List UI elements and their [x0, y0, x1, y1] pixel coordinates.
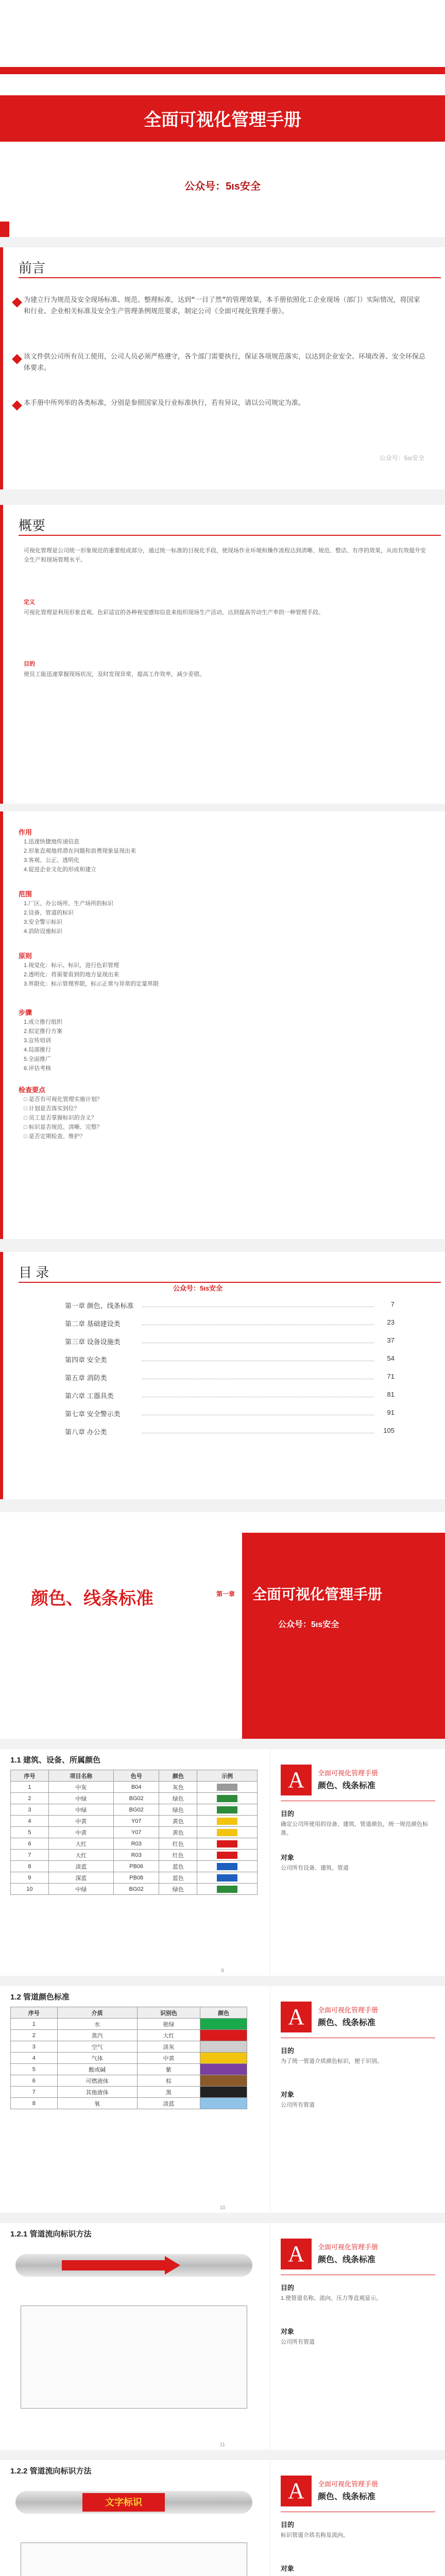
foreword-para-1: 为建立行为规范及安全现场标准、规范、整理标准，达到“一目了然”的管理效果，本手册依照化工企业现场（部门）实际情况，将国家和行业、企业相关标准及安全生产管理条例规范要求，制定公司《全面可视化管理手册》。 [24, 296, 420, 315]
toc-page: 81 [387, 1391, 395, 1398]
slide-pipe-colors [0, 1986, 445, 2213]
toc-row[interactable] [65, 1316, 395, 1330]
table-cell: 空气 [57, 2041, 137, 2053]
slide-color-table [0, 1749, 445, 1976]
table-row [11, 1782, 258, 1793]
color-swatch [217, 1852, 237, 1859]
foreword-para-3: 本手册中所列举的各类标准，分别是参照国家及行业标准执行，若有异议，请以公司规定为准。 [24, 399, 305, 407]
table-cell: 红色 [159, 1838, 197, 1850]
watermark: 公众号：5ιs安全 [173, 1284, 223, 1292]
table-cell: 大红 [48, 1838, 113, 1850]
page-number: 10 [219, 2205, 226, 2211]
table-cell: 5 [11, 1827, 49, 1838]
section-title: 原则 [19, 952, 32, 960]
color-swatch-cell [197, 1872, 258, 1884]
toc-slide [0, 1252, 445, 1499]
table-cell: BG02 [114, 1804, 159, 1816]
slide-heading: 1.1 建筑、设备、所属颜色 [10, 1756, 101, 1765]
toc-heading: 目 录 [19, 1265, 49, 1280]
chapter-number: 第一章 [216, 1590, 235, 1598]
color-swatch [217, 1886, 237, 1893]
color-swatch [217, 1840, 237, 1848]
table-row [11, 2053, 247, 2064]
table-cell: 2 [11, 2030, 58, 2041]
toc-row[interactable] [65, 1298, 395, 1312]
panel-manual-title: 全面可视化管理手册 [318, 2480, 379, 2488]
table-cell: 中绿 [48, 1793, 113, 1804]
table-row [11, 2075, 247, 2087]
table-cell: 1 [11, 2019, 58, 2030]
table-cell: 3 [11, 2041, 58, 2053]
overview-slide [0, 505, 445, 804]
table-row [11, 1861, 258, 1872]
table-cell: 可燃液体 [57, 2075, 137, 2087]
toc-page: 23 [387, 1318, 395, 1326]
panel-purpose-title: 目的 [281, 2521, 295, 2529]
table-cell: 10 [11, 1884, 49, 1895]
table-cell [200, 2030, 247, 2041]
diamond-bullet-icon [12, 297, 22, 308]
panel-purpose-title: 目的 [281, 2284, 295, 2292]
table-row [11, 1816, 258, 1827]
toc-row[interactable] [65, 1370, 395, 1384]
table-cell: 蓝色 [159, 1861, 197, 1872]
table-row [11, 2064, 247, 2075]
diamond-bullet-icon [12, 400, 22, 411]
pipe-color-table [10, 2007, 247, 2109]
table-cell: 中黄 [48, 1816, 113, 1827]
slide-heading: 1.2.1 管道流向标识方法 [10, 2230, 92, 2239]
arrow-head-icon [165, 2256, 180, 2275]
toc-row[interactable] [65, 1334, 395, 1348]
overview-lists-slide [0, 811, 445, 1239]
table-cell [200, 2064, 247, 2075]
table-cell: 酸或碱 [57, 2064, 137, 2075]
table-cell: 8 [11, 2098, 58, 2109]
foreword-heading: 前言 [19, 260, 46, 276]
chapter-letter: A [281, 2239, 312, 2269]
table-cell: 9 [11, 1872, 49, 1884]
table-cell: 淡蓝 [48, 1861, 113, 1872]
col-header: 序号 [11, 2007, 58, 2019]
dimension-table-image [21, 2306, 247, 2409]
table-cell [200, 2019, 247, 2030]
table-cell: 蓝色 [159, 1872, 197, 1884]
panel-chapter-title: 颜色、线条标准 [318, 2493, 376, 2501]
table-cell: 紫 [137, 2064, 200, 2075]
table-cell: 黄色 [159, 1816, 197, 1827]
panel-manual-title: 全面可视化管理手册 [318, 2006, 379, 2014]
panel-manual-title: 全面可视化管理手册 [318, 1769, 379, 1777]
toc-page: 71 [387, 1372, 395, 1380]
table-cell: 4 [11, 2053, 58, 2064]
dimension-table-image [21, 2543, 247, 2576]
cover-left-bar [0, 222, 9, 237]
toc-page: 54 [387, 1354, 395, 1362]
color-swatch-cell [197, 1793, 258, 1804]
panel-chapter-title: 颜色、线条标准 [318, 2256, 376, 2264]
table-cell: 中灰 [48, 1782, 113, 1793]
chapter-1-divider [0, 1512, 445, 1739]
panel-target: 公司所有管道 [281, 2102, 315, 2108]
table-row [11, 1838, 258, 1850]
side-panel [270, 1749, 445, 1976]
table-cell: 氧 [57, 2098, 137, 2109]
table-row [11, 1884, 258, 1895]
color-table [10, 1770, 258, 1895]
panel-target-title: 对象 [281, 2091, 295, 2098]
panel-chapter-title: 颜色、线条标准 [318, 1782, 376, 1790]
table-cell: 中绿 [48, 1884, 113, 1895]
table-cell: 深蓝 [48, 1872, 113, 1884]
table-cell: 淡蓝 [137, 2098, 200, 2109]
panel-purpose: 为了统一管道介质颜色标识，便于识别。 [281, 2058, 383, 2064]
section-body: 1.厂区、办公场所、生产场所的标识 2.设备、管道的标识 3.安全警示标识 4.消防设施标识 [24, 901, 114, 935]
toc-label: 第六章 工器具类 [65, 1392, 114, 1400]
section-title: 检查要点 [19, 1086, 46, 1094]
table-row [11, 2098, 247, 2109]
table-cell: 红色 [159, 1850, 197, 1861]
toc-label: 第五章 消防类 [65, 1374, 107, 1382]
table-cell: B04 [114, 1782, 159, 1793]
toc-label: 第四章 安全类 [65, 1356, 107, 1364]
publisher: 公众号：5ιs安全 [278, 1620, 339, 1629]
overview-definition: 可视化管理是利用形象直观、色彩适宜的各种视觉感知信息来组织现场生产活动，达到提高劳动生产率的一种管理手段。 [24, 609, 324, 616]
table-cell: PB06 [114, 1861, 159, 1872]
section-body: 1.迅速快捷地传递信息 2.形象直观地将潜在问题和浪费现象显现出来 3.客观、公正、透明化 4.促进企业文化的形成和建立 [24, 839, 136, 873]
toc-label: 第八章 办公类 [65, 1428, 107, 1436]
color-swatch-cell [197, 1850, 258, 1861]
cover-slide [0, 0, 445, 237]
table-cell [200, 2098, 247, 2109]
panel-target: 公司所有管道 [281, 2339, 315, 2345]
table-cell: 绿色 [159, 1793, 197, 1804]
table-cell: 淡灰 [137, 2041, 200, 2053]
flow-arrow-icon [62, 2260, 165, 2270]
table-cell: BG02 [114, 1793, 159, 1804]
color-swatch [217, 1874, 237, 1882]
side-panel [270, 1986, 445, 2213]
toc-page: 91 [387, 1409, 395, 1416]
color-swatch [217, 1829, 237, 1836]
table-cell: 绿色 [159, 1804, 197, 1816]
color-swatch-cell [197, 1884, 258, 1895]
table-cell: 大红 [48, 1850, 113, 1861]
color-swatch-cell [197, 1804, 258, 1816]
table-row [11, 2030, 247, 2041]
panel-target-title: 对象 [281, 1854, 295, 1861]
manual-title: 全面可视化管理手册 [252, 1586, 383, 1602]
overview-purpose-title: 目的 [24, 661, 35, 667]
page-number: 9 [221, 1968, 224, 1974]
table-cell: 7 [11, 2087, 58, 2098]
panel-target-title: 对象 [281, 2565, 295, 2572]
table-cell: 黑 [137, 2087, 200, 2098]
table-cell: 大红 [137, 2030, 200, 2041]
toc-page: 7 [390, 1300, 395, 1308]
col-header: 色号 [114, 1770, 159, 1782]
table-cell: 中绿 [48, 1804, 113, 1816]
section-title: 范围 [19, 890, 32, 898]
color-swatch [217, 1784, 237, 1791]
table-cell: 艳绿 [137, 2019, 200, 2030]
table-cell: 中黄 [48, 1827, 113, 1838]
color-swatch [217, 1818, 237, 1825]
toc-row[interactable] [65, 1406, 395, 1420]
heading-rule [19, 277, 441, 278]
table-cell: 3 [11, 1804, 49, 1816]
col-header: 序号 [11, 1770, 49, 1782]
table-row [11, 1793, 258, 1804]
pipe-label: 文字标识 [82, 2493, 165, 2512]
table-cell: 8 [11, 1861, 49, 1872]
slide-pipe-flow-2 [0, 2460, 445, 2576]
panel-purpose-title: 目的 [281, 2047, 295, 2055]
color-swatch-cell [197, 1782, 258, 1793]
table-cell: R03 [114, 1850, 159, 1861]
cover-publisher: 公众号：5ιs安全 [184, 181, 261, 192]
table-cell [200, 2087, 247, 2098]
table-cell: 灰色 [159, 1782, 197, 1793]
slide-pipe-flow-1 [0, 2223, 445, 2450]
table-cell: 蒸汽 [57, 2030, 137, 2041]
panel-chapter-title: 颜色、线条标准 [318, 2019, 376, 2027]
table-cell: BG02 [114, 1884, 159, 1895]
table-row [11, 1804, 258, 1816]
color-swatch-cell [197, 1827, 258, 1838]
toc-label: 第一章 颜色、线条标准 [65, 1302, 134, 1310]
color-swatch [217, 1806, 237, 1814]
side-panel [270, 2460, 445, 2576]
overview-heading: 概要 [19, 518, 46, 533]
diamond-bullet-icon [12, 354, 22, 364]
overview-definition-title: 定义 [24, 599, 35, 605]
table-row [11, 1827, 258, 1838]
heading-rule [19, 1282, 441, 1283]
color-swatch-cell [197, 1838, 258, 1850]
table-cell: 6 [11, 1838, 49, 1850]
table-cell: 1 [11, 1782, 49, 1793]
overview-body: 可视化管理是公司统一形象规范的重要组成部分，通过统一标准的目视化手段，使现场作业环境和操作流程达到清晰、规范、整洁、有序的效果，从而有效提升安全生产和现场管理水平。 [24, 548, 426, 563]
panel-manual-title: 全面可视化管理手册 [318, 2243, 379, 2251]
table-cell: PB08 [114, 1872, 159, 1884]
table-cell [200, 2075, 247, 2087]
toc-row[interactable] [65, 1388, 395, 1402]
side-panel [270, 2223, 445, 2450]
table-row [11, 1850, 258, 1861]
panel-purpose: 1.使管道名称、流向、压力等直观显示。 [281, 2295, 382, 2301]
page-number: 11 [219, 2442, 226, 2448]
color-swatch-cell [197, 1816, 258, 1827]
col-header: 介质 [57, 2007, 137, 2019]
col-header: 颜色 [200, 2007, 247, 2019]
table-row [11, 2087, 247, 2098]
table-row [11, 2041, 247, 2053]
toc-label: 第二章 基础建设类 [65, 1320, 121, 1328]
table-cell: 5 [11, 2064, 58, 2075]
section-body: 1.视觉化：标示、标识，进行色彩管理 2.透明化：将需要看到的地方显现出来 3.界限化：标示管理界限，标示正常与异常的定量界限 [24, 962, 159, 987]
table-cell: Y07 [114, 1816, 159, 1827]
table-cell: 7 [11, 1850, 49, 1861]
toc-label: 第七章 安全警示类 [65, 1410, 121, 1418]
table-cell [200, 2041, 247, 2053]
section-body: □ 是否有可视化管理实施计划？ □ 计划是否落实到位？ □ 员工是否掌握标识的含义？ □ 标识是否规范、清晰、完整？ □ 是否定期检查、维护？ [24, 1096, 102, 1140]
toc-label: 第三章 设备设施类 [65, 1338, 121, 1346]
table-cell: 其他液体 [57, 2087, 137, 2098]
color-swatch [217, 1863, 237, 1870]
panel-target-title: 对象 [281, 2328, 295, 2335]
color-swatch-cell [197, 1861, 258, 1872]
chapter-letter: A [281, 2002, 312, 2032]
panel-target: 公司所有设备、建筑、管道 [281, 1865, 349, 1871]
table-cell: 2 [11, 1793, 49, 1804]
table-cell: 棕 [137, 2075, 200, 2087]
panel-purpose: 确定公司所使用的设备、建筑、管道颜色，统一规范颜色标准。 [281, 1821, 428, 1836]
chapter-letter: A [281, 1765, 312, 1795]
watermark: 公众号：5ιs安全 [379, 454, 424, 462]
slide-heading: 1.2 管道颜色标准 [10, 1993, 70, 2002]
cover-top-bar [0, 67, 445, 74]
chapter-letter: A [281, 2476, 312, 2506]
table-cell: 黄色 [159, 1827, 197, 1838]
col-header: 颜色 [159, 1770, 197, 1782]
col-header: 项目名称 [48, 1770, 113, 1782]
panel-purpose-title: 目的 [281, 1810, 295, 1818]
slide-heading: 1.2.2 管道流向标识方法 [10, 2467, 92, 2476]
table-cell: 6 [11, 2075, 58, 2087]
toc-row[interactable] [65, 1352, 395, 1366]
chapter-title: 颜色、线条标准 [31, 1589, 153, 1608]
overview-purpose: 使员工能迅速掌握现场状况，及时发现异常，提高工作效率，减少差错。 [24, 671, 205, 677]
table-row [11, 1872, 258, 1884]
col-header: 示例 [197, 1770, 258, 1782]
panel-purpose: 标识管道介质名称及流向。 [281, 2532, 349, 2538]
toc-page: 37 [387, 1336, 395, 1344]
col-header: 识别色 [137, 2007, 200, 2019]
table-cell: 水 [57, 2019, 137, 2030]
table-cell: Y07 [114, 1827, 159, 1838]
section-title: 步骤 [19, 1009, 32, 1016]
cover-title: 全面可视化管理手册 [144, 110, 301, 130]
heading-rule [19, 535, 441, 536]
color-swatch [217, 1795, 237, 1802]
toc-row[interactable] [65, 1425, 395, 1438]
table-cell [200, 2053, 247, 2064]
table-cell: 中黄 [137, 2053, 200, 2064]
table-cell: 气体 [57, 2053, 137, 2064]
toc-page: 105 [383, 1427, 395, 1434]
table-cell: 4 [11, 1816, 49, 1827]
foreword-slide [0, 247, 445, 489]
foreword-para-2: 该文件供公司所有员工使用，公司人员必须严格遵守，各个部门需要执行，保证各项规范落实，以达到企业安全、环境改善、安全环保总体要求。 [24, 353, 426, 372]
section-body: 1.成立推行组织 2.拟定推行方案 3.宣传培训 4.局部推行 5.全面推广 6.评估考核 [24, 1019, 63, 1072]
chapter-red-panel [242, 1533, 445, 1739]
table-cell: 绿色 [159, 1884, 197, 1895]
table-row [11, 2019, 247, 2030]
table-cell: R03 [114, 1838, 159, 1850]
section-title: 作用 [19, 828, 32, 836]
